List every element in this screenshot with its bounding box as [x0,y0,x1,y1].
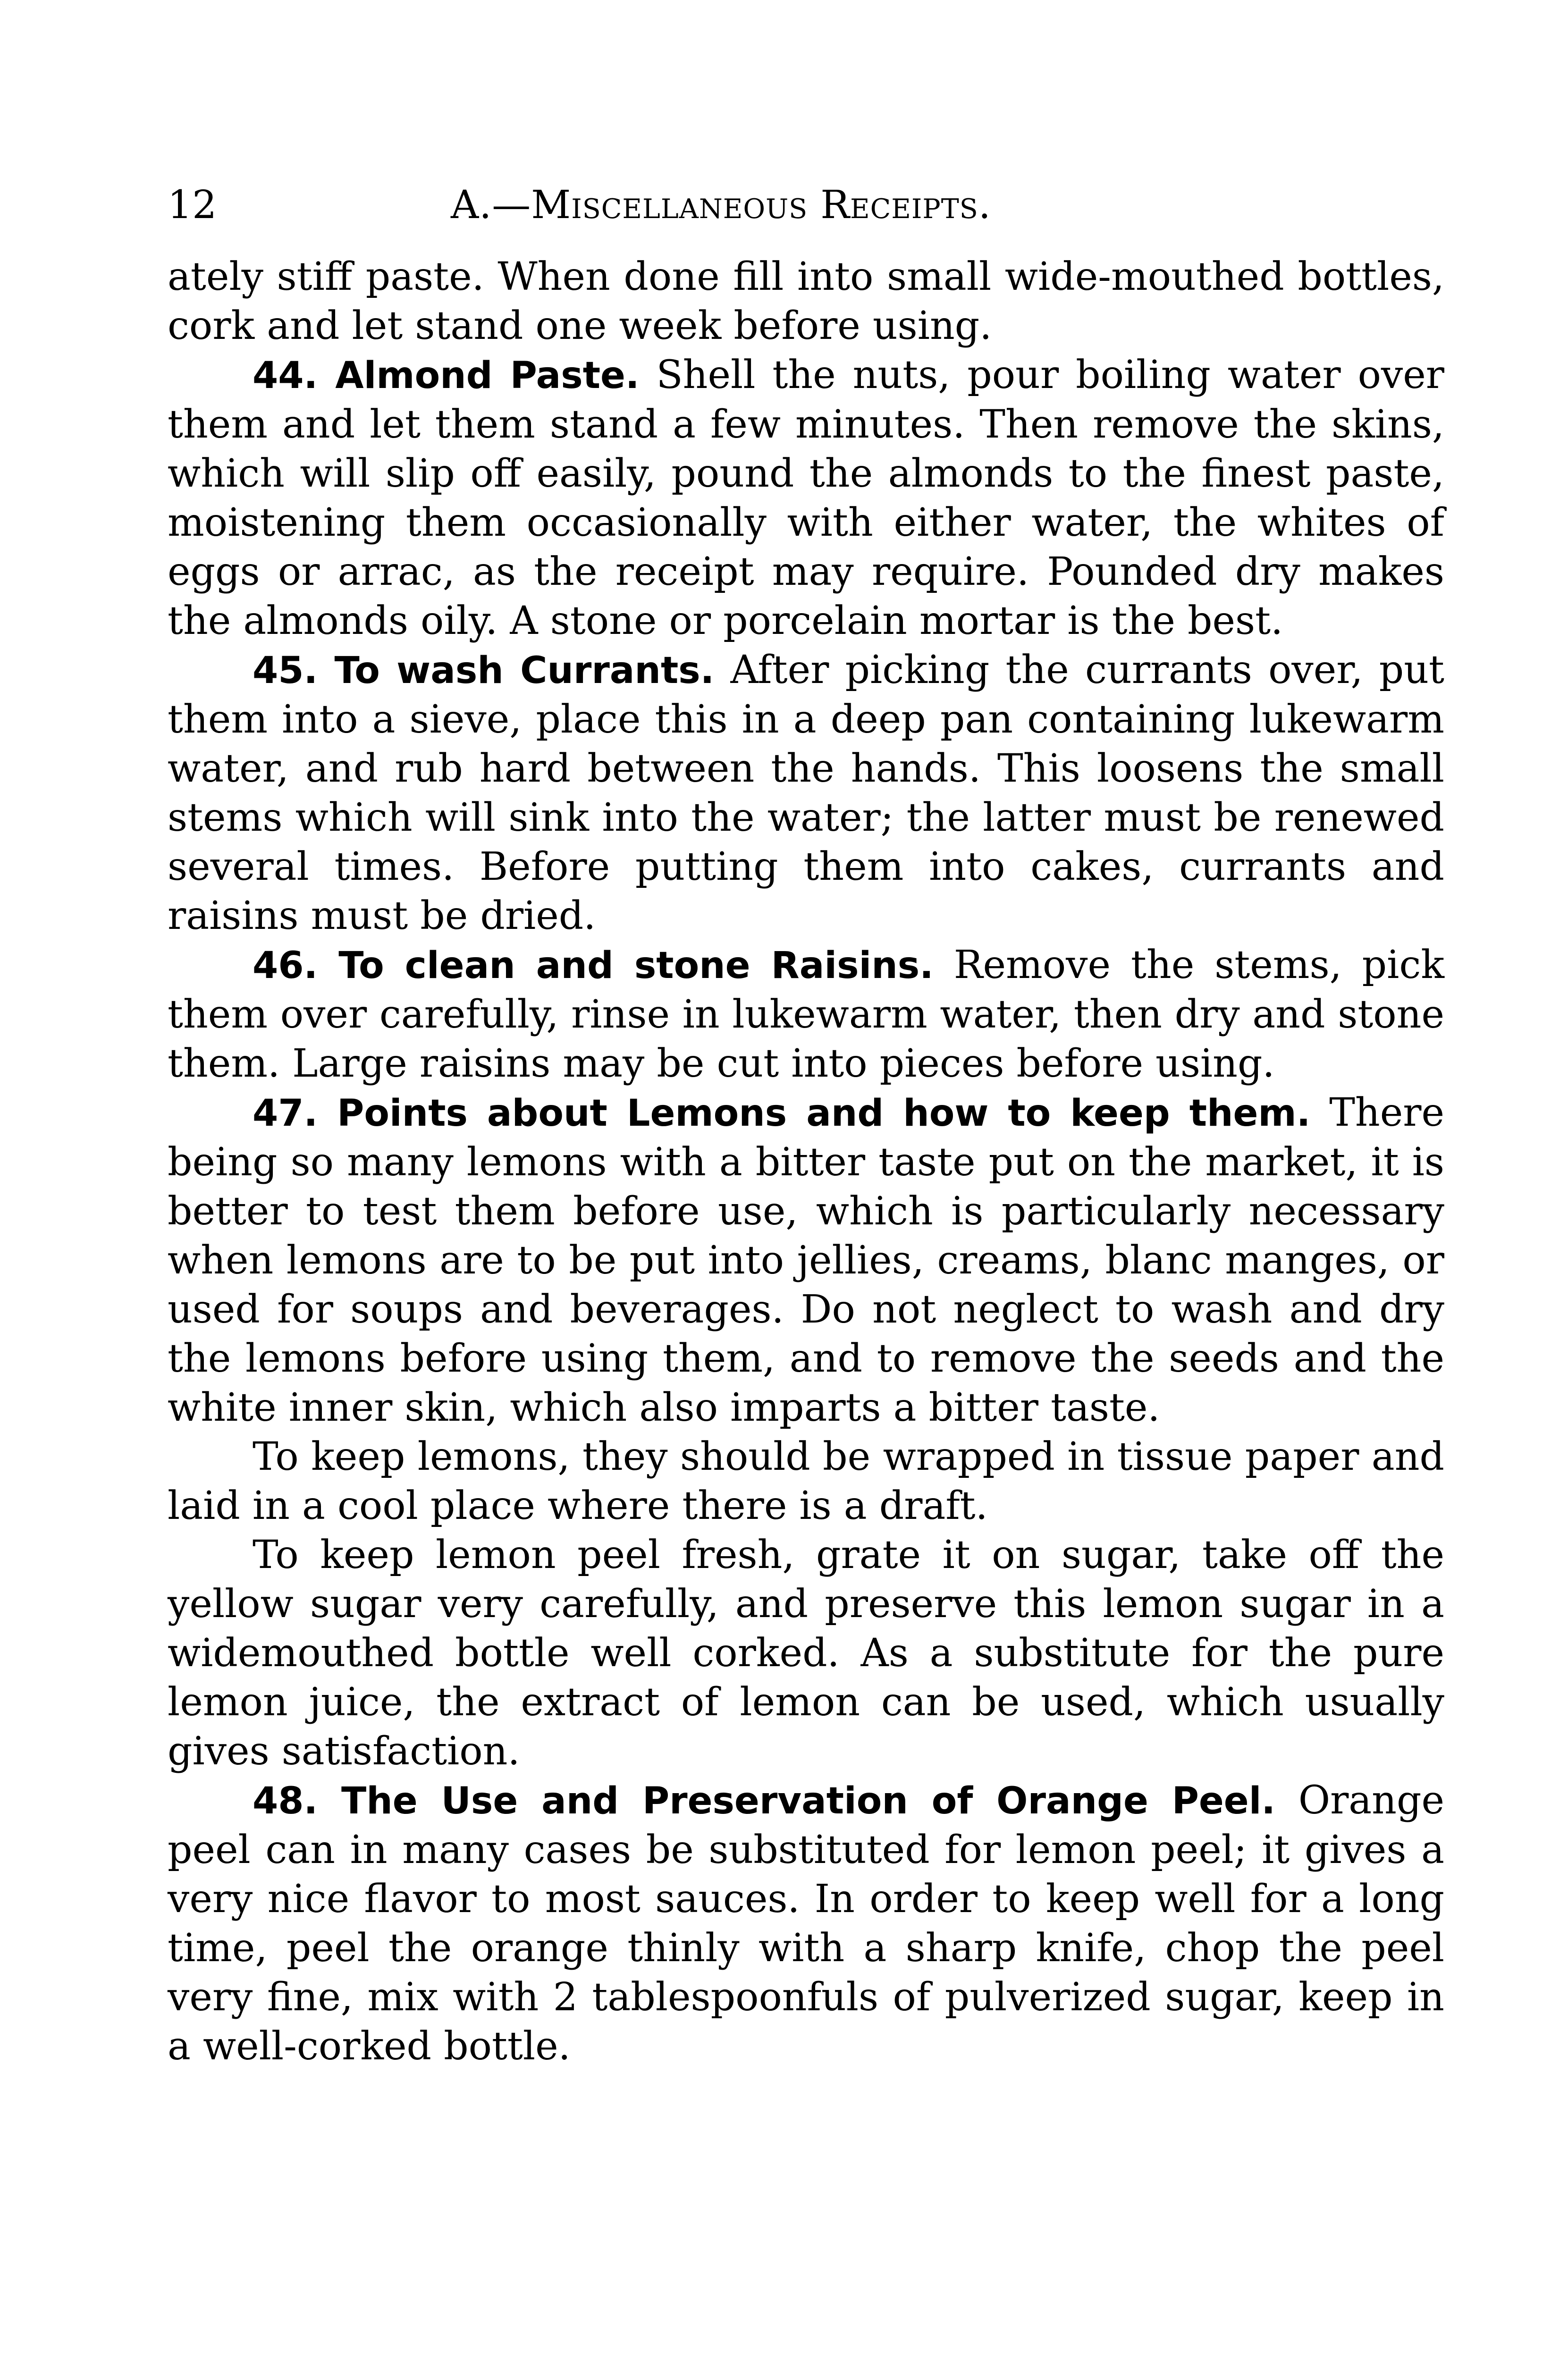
recipe-text: Remove the stems, pick them over carefully, rinse in lukewarm water, then dry and stone them. Large raisins may be cut into pieces before using. [168,943,1445,1086]
lemon-storage-paragraph [168,1433,1444,1531]
page-number: 12 [168,183,217,228]
paragraph-text: To keep lemons, they should be wrapped in tissue paper and laid in a cool place where there is a draft. [168,1434,1444,1528]
recipe-heading: 46. To clean and stone Raisins. [253,944,934,987]
body-text [168,253,1444,2071]
recipe-text: There being so many lemons with a bitter taste put on the market, it is better to test them before use, which is particularly necessary when lemons are to be put into jellies, creams, blanc manges, or used for soups and beverages. Do not neglect to wash and dry the lemons before using them, and to remove the seeds and the white inner skin, which also imparts a bitter taste. [168,1090,1445,1430]
recipe-heading: 48. The Use and Preservation of Orange Peel. [253,1780,1276,1822]
recipe-47-lemons [168,1088,1444,1433]
paragraph-continuation [168,253,1444,351]
lemon-peel-paragraph [168,1531,1444,1776]
recipe-heading: 44. Almond Paste. [253,354,640,397]
recipe-heading: 45. To wash Currants. [253,649,715,692]
running-title: A.—Miscellaneous Receipts. [451,183,991,228]
recipe-45-wash-currants [168,646,1444,941]
recipe-44-almond-paste [168,351,1444,646]
paragraph-text: ately stiff paste. When done fill into small wide-mouthed bottles, cork and let stand one week before using. [168,254,1444,348]
recipe-text: After picking the currants over, put them into a sieve, place this in a deep pan containing lukewarm water, and rub hard between the hands. This loosens the small stems which will sink into the water; the latter must be renewed several times. Before putting them into cakes, currants and raisins must be dried. [168,648,1444,938]
running-header [168,179,1444,231]
recipe-46-clean-raisins [168,941,1444,1088]
book-page [168,179,1444,2071]
recipe-48-orange-peel [168,1776,1444,2071]
recipe-heading: 47. Points about Lemons and how to keep them. [253,1092,1311,1135]
paragraph-text: To keep lemon peel fresh, grate it on sugar, take off the yellow sugar very carefully, and preserve this lemon sugar in a widemouthed bottle well corked. As a substitute for the pure lemon juice, the extract of lemon can be used, which usually gives satisfaction. [168,1533,1444,1774]
recipe-text: Orange peel can in many cases be substituted for lemon peel; it gives a very nice flavor to most sauces. In order to keep well for a long time, peel the orange thinly with a sharp knife, chop the peel very fine, mix with 2 tablespoonfuls of pulverized sugar, keep in a well-corked bottle. [168,1778,1444,2069]
recipe-text: Shell the nuts, pour boiling water over them and let them stand a few minutes. Then remove the skins, which will slip off easily, pound the almonds to the finest paste, moistening them occasionally with either water, the whites of eggs or arrac, as the receipt may require. Pounded dry makes the almonds oily. A stone or porcelain mortar is the best. [168,353,1444,643]
